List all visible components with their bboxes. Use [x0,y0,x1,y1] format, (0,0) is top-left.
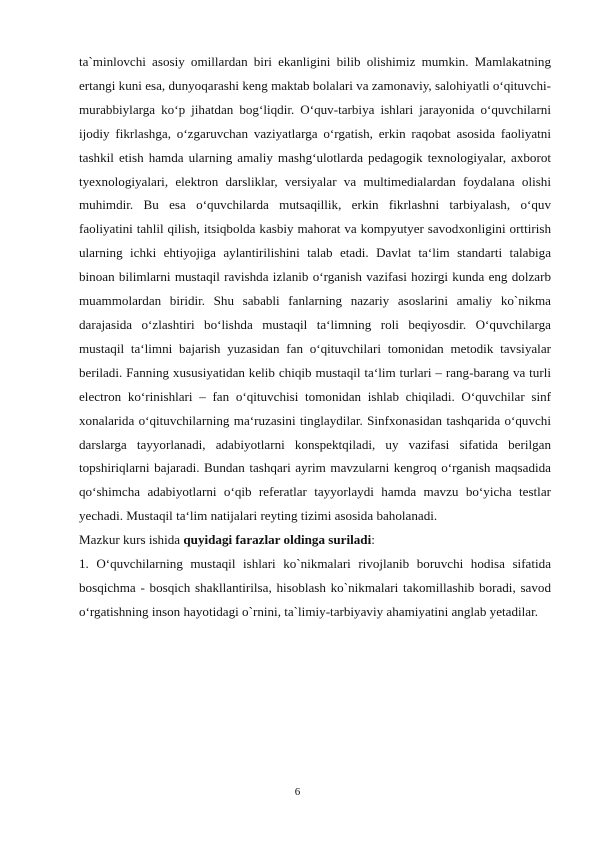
hypothesis-intro-colon: : [371,532,375,548]
hypothesis-intro-text: Mazkur kurs ishida [79,532,184,548]
document-body [79,50,551,624]
paragraph-main: ta`minlovchi asosiy omillardan biri ekanligini bilib olishimiz mumkin. Mamlakatning ertangi kuni esa, dunyoqarashi keng maktab bolalari va zamonaviy, salohiyatli o‘qituvchi-murabbiylarga ko‘p jihatdan bog‘liqdir. O‘quv-tarbiya ishlari jarayonida o‘quvchilarni ijodiy fikrlashga, o‘zgaruvchan vaziyatlarga o‘rgatish, erkin raqobat asosida faoliyatni tashkil etish hamda ularning amaliy mashg‘ulotlarda pedagogik texnologiyalar, axborot tyexnologiyalari, elektron darsliklar, versiyalar va multimedialardan foydalana olishi muhimdir. Bu esa o‘quvchilarda mutsaqillik, erkin fikrlashni tarbiyalash, o‘quv faoliyatini tahlil qilish, itsiqbolda kasbiy mahorat va kompyutyer savodxonligini orttirish ularning ichki ehtiyojiga aylantirilishini talab etadi. Davlat ta‘lim standarti talabiga binoan bilimlarni mustaqil ravishda izlanib o‘rganish vazifasi hozirgi kunda eng dolzarb muammolardan biridir. Shu sababli fanlarning nazariy asoslarini amaliy ko`nikma darajasida o‘zlashtiri bo‘lishda mustaqil ta‘limning roli beqiyosdir. O‘quvchilarga mustaqil ta‘limni bajarish yuzasidan fan o‘qituvchilari tomonidan metodik tavsiyalar beriladi. Fanning xususiyatidan kelib chiqib mustaqil ta‘lim turlari – rang-barang va turli electron ko‘rinishlari – fan o‘qituvchisi tomonidan ishlab chiqiladi. O‘quvchilar sinf xonalarida o‘qituvchilarning ma‘ruzasini tinglaydilar. Sinfxonasidan tashqarida o‘quvchi darslarga tayyorlanadi, adabiyotlarni konspektqiladi, uy vazifasi sifatida berilgan topshiriqlarni bajaradi. Bundan tashqari ayrim mavzularni kengroq o‘rganish maqsadida qo‘shimcha adabiyotlarni o‘qib referatlar tayyorlaydi hamda mavzu bo‘yicha testlar yechadi. Mustaqil ta‘lim natijalari reyting tizimi asosida baholanadi. [79,54,551,524]
paragraph-hypothesis-intro [79,528,551,552]
hypothesis-intro-bold: quyidagi farazlar oldinga suriladi [183,532,372,548]
paragraph-hypothesis-1: 1. O‘quvchilarning mustaqil ishlari ko`nikmalari rivojlanib boruvchi hodisa sifatida bosqichma - bosqich shakllantirilsa, hisoblash ko`nikmalari takomillashib boradi, savod o‘rgatishning inson hayotidagi o`rnini, ta`limiy-tarbiyaviy ahamiyatini anglab yetadilar. [79,556,551,619]
page-number: 6 [294,786,301,798]
